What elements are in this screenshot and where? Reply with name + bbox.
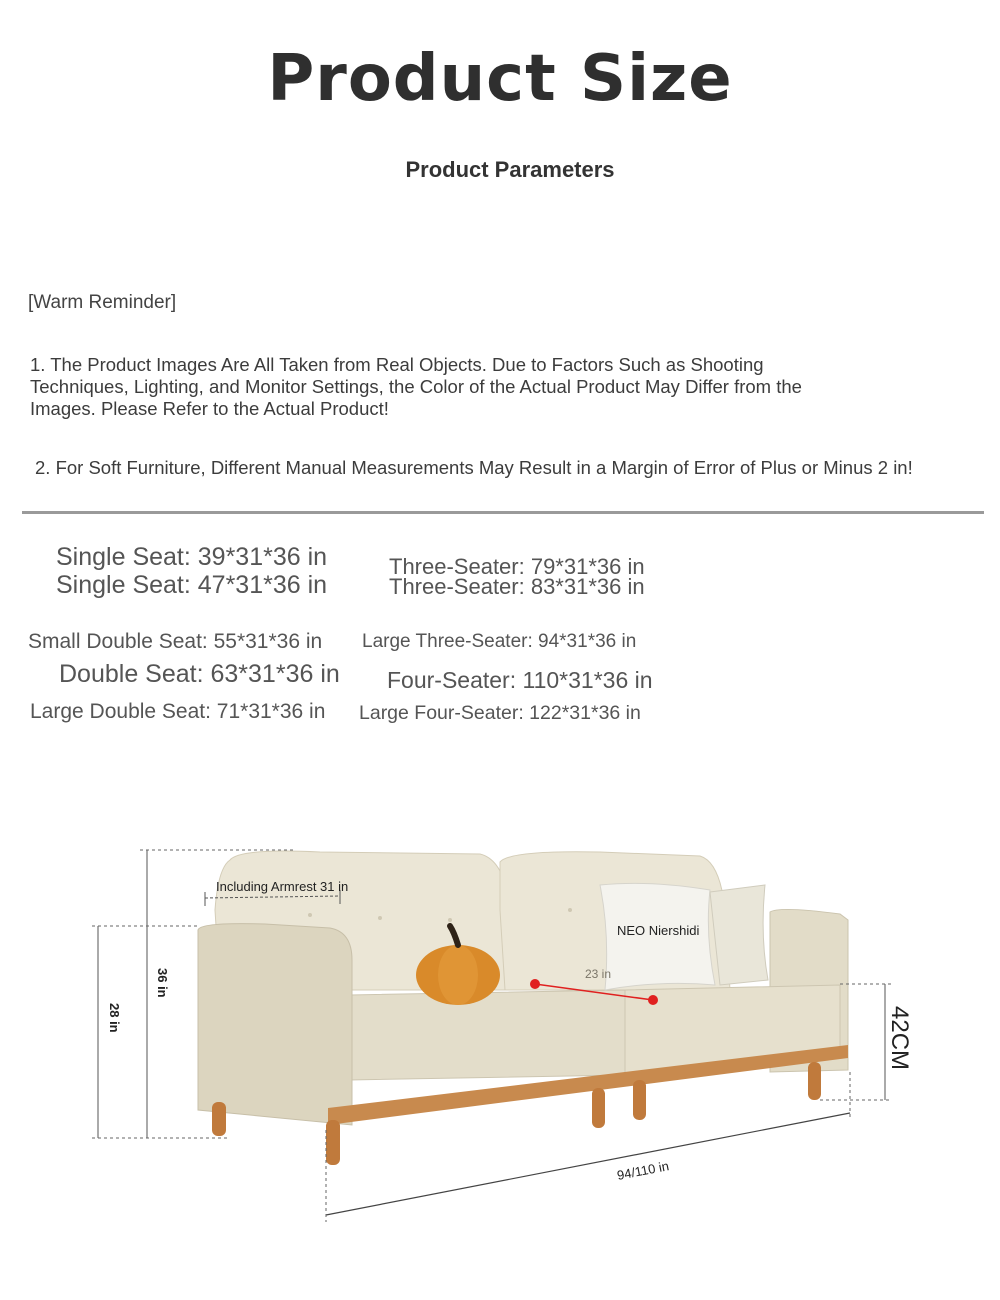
- size-single-seat: Single Seat: 39*31*36 in Single Seat: 47*31*36 in: [56, 543, 328, 599]
- sofa-leg: [808, 1062, 821, 1100]
- section-divider: [22, 511, 984, 514]
- length-label: 94/110 in: [615, 1158, 671, 1183]
- sofa-leg: [212, 1102, 226, 1136]
- size-double-seat: Double Seat: 63*31*36 in: [59, 660, 340, 688]
- size-small-double-seat: Small Double Seat: 55*31*36 in: [28, 630, 323, 653]
- page-subtitle: Product Parameters: [405, 157, 615, 182]
- page-title: Product Size: [267, 42, 733, 116]
- armrest-depth-label: Including Armrest 31 in: [216, 879, 349, 894]
- throw-pillow-back: [710, 885, 768, 985]
- sofa-dimension-figure: [80, 840, 940, 1240]
- height-label: 36 in: [155, 968, 170, 998]
- size-four-seater: Four-Seater: 110*31*36 in: [387, 667, 653, 693]
- arm-height-label: 28 in: [107, 1003, 122, 1033]
- seat-depth-dot: [530, 979, 540, 989]
- sofa-leg: [592, 1088, 605, 1128]
- seat-height-label: 42CM: [886, 1006, 913, 1071]
- size-large-double-seat: Large Double Seat: 71*31*36 in: [30, 700, 326, 723]
- size-large-four-seater: Large Four-Seater: 122*31*36 in: [359, 702, 641, 724]
- sofa-leg: [326, 1120, 340, 1165]
- sofa-leg: [633, 1080, 646, 1120]
- reminder-note-2: 2. For Soft Furniture, Different Manual Measurements May Result in a Margin of Error of Plus or Minus 2 in!: [35, 457, 913, 478]
- reminder-heading: [Warm Reminder]: [28, 292, 177, 313]
- seat-depth-dot: [648, 995, 658, 1005]
- size-large-three-seater: Large Three-Seater: 94*31*36 in: [362, 631, 637, 652]
- size-three-seater: Three-Seater: 79*31*36 in Three-Seater: 83*31*36 in: [389, 554, 645, 599]
- reminder-note-1: 1. The Product Images Are All Taken from Real Objects. Due to Factors Such as Shooting Techniques, Lighting, and Monitor Settings, the Color of the Actual Product May Differ from the Images. Please Refer to the Actual Product!: [30, 354, 802, 419]
- left-armrest: [198, 924, 352, 1125]
- seat-cushion-left: [350, 990, 625, 1080]
- seat-depth-label: 23 in: [585, 967, 612, 981]
- brand-label: NEO Niershidi: [617, 923, 700, 938]
